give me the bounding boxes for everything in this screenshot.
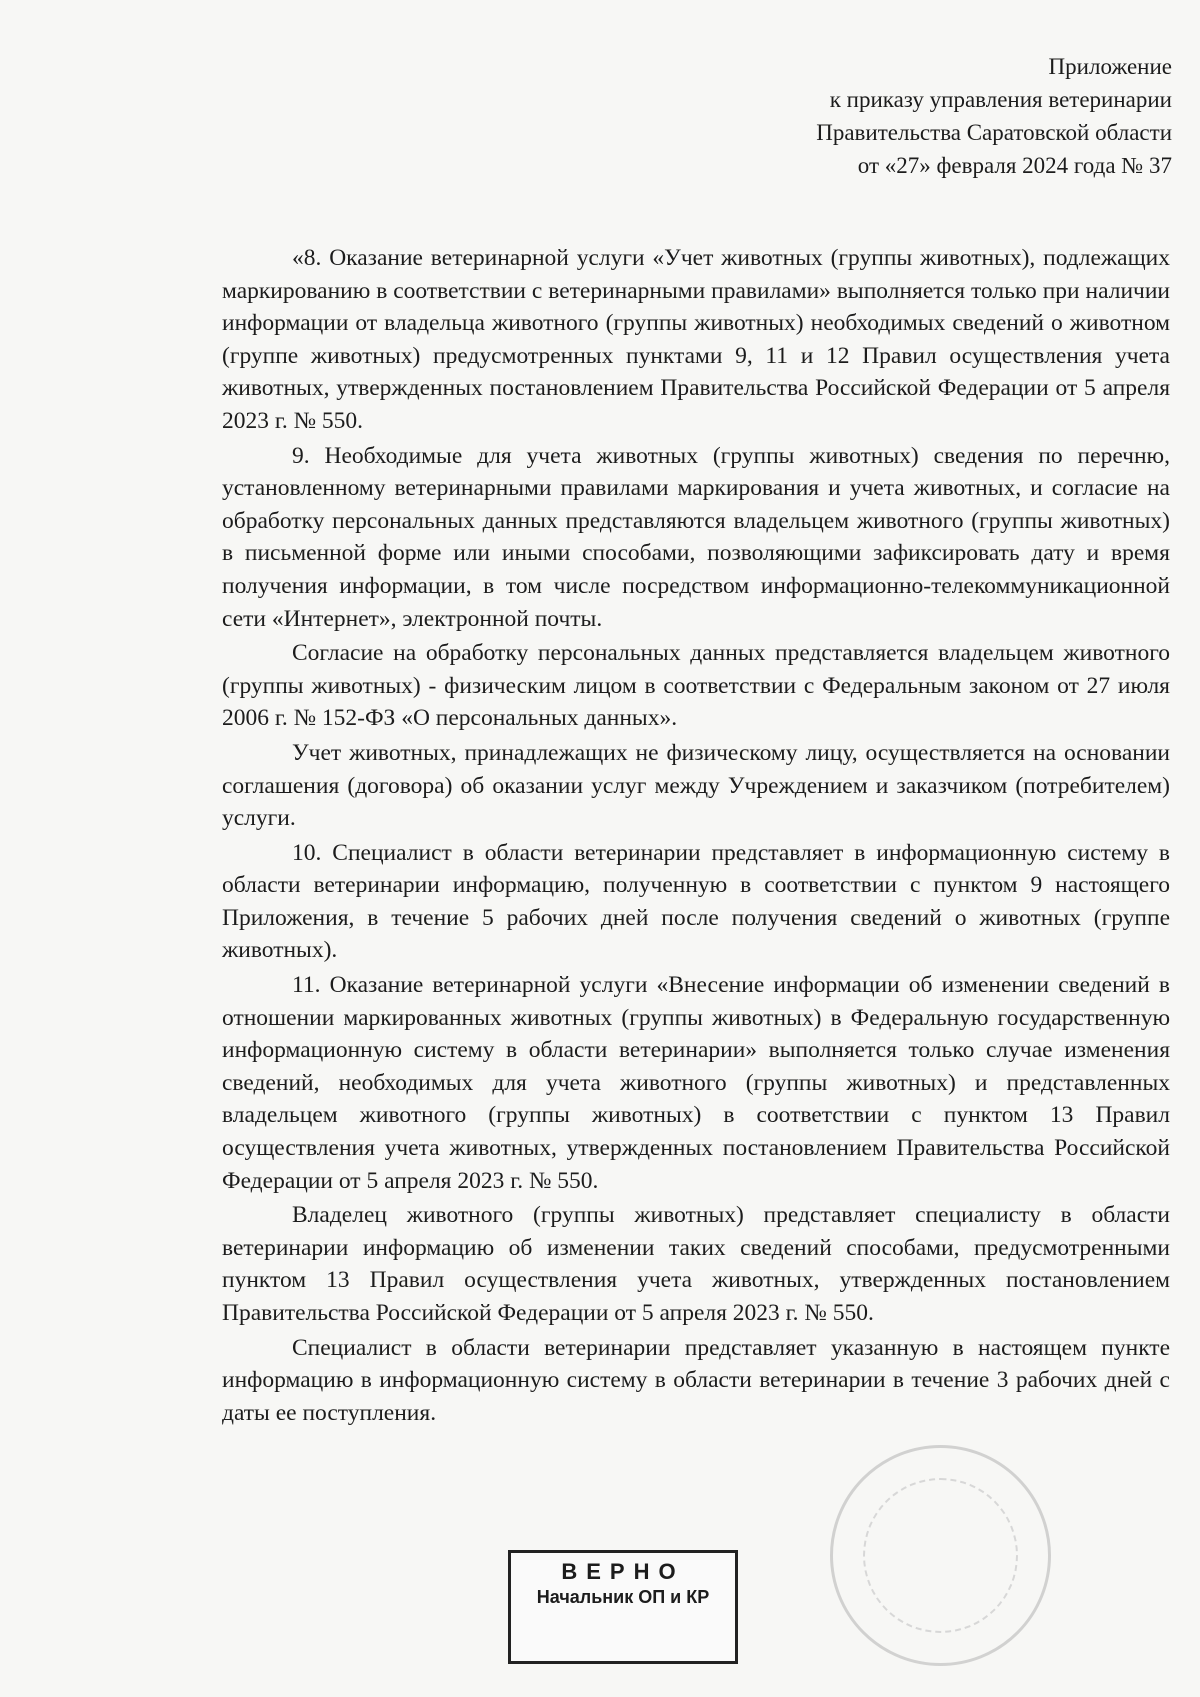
verification-stamp	[508, 1550, 738, 1664]
header-line-1: Приложение	[1048, 54, 1172, 79]
paragraph-owner-changes: Владелец животного (группы животных) представляет специалисту в области ветеринарии информацию об изменении таких сведений способами, предусмотренными пунктом 13 Правил осуществления учета животных, утвержденных постановлением Правительства Российской Федерации от 5 апреля 2023 г. № 550.	[222, 1202, 1170, 1326]
paragraph-8: «8. Оказание ветеринарной услуги «Учет животных (группы животных), подлежащих маркированию в соответствии с ветеринарными правилами» выполняется только при наличии информации от владельца животного (группы животных) необходимых сведений о животном (группе животных) предусмотренных пунктами 9, 11 и 12 Правил осуществления учета животных, утвержденных постановлением Правительства Российской Федерации от 5 апреля 2023 г. № 550.	[222, 245, 1170, 434]
header-line-3: Правительства Саратовской области	[816, 120, 1172, 145]
stamp-subtitle: Начальник ОП и КР	[536, 1587, 710, 1607]
header-line-4: от «27» февраля 2024 года № 37	[857, 153, 1172, 178]
paragraph-11: 11. Оказание ветеринарной услуги «Внесение информации об изменении сведений в отношении маркированных животных (группы животных) в Федеральную государственную информационную систему в области ветеринарии» выполняется только случае изменения сведений, необходимых для учета животного (группы животных) и представленных владельцем животного (группы животных) в соответствии с пунктом 13 Правил осуществления учета животных, утвержденных постановлением Правительства Российской Федерации от 5 апреля 2023 г. № 550.	[222, 972, 1170, 1194]
document-body	[222, 242, 1170, 1431]
paragraph-specialist-deadline: Специалист в области ветеринарии представляет указанную в настоящем пункте информацию в информационную систему в области ветеринарии в течение 3 рабочих дней с даты ее поступления.	[222, 1334, 1170, 1426]
paragraph-non-individual: Учет животных, принадлежащих не физическому лицу, осуществляется на основании соглашения (договора) об оказании услуг между Учреждением и заказчиком (потребителем) услуги.	[222, 739, 1170, 832]
header-line-2: к приказу управления ветеринарии	[829, 87, 1172, 112]
round-seal	[830, 1445, 1051, 1666]
paragraph-9: 9. Необходимые для учета животных (группы животных) сведения по перечню, установленному ветеринарными правилами маркирования и учета животных, и согласие на обработку персональных данных представляются владельцем животного (группы животных) в письменной форме или иными способами, позволяющими зафиксировать дату и время получения информации, в том числе посредством информационно-телекоммуникационной сети «Интернет», электронной почты.	[222, 442, 1170, 632]
paragraph-10: 10. Специалист в области ветеринарии представляет в информационную систему в области ветеринарии информацию, полученную в соответствии с пунктом 9 настоящего Приложения, в течение 5 рабочих дней после получения сведений о животных (группе животных).	[222, 839, 1170, 964]
paragraph-consent: Согласие на обработку персональных данных представляется владельцем животного (группы животных) - физическим лицом в соответствии с Федеральным законом от 27 июля 2006 г. № 152-ФЗ «О персональных данных».	[222, 640, 1170, 732]
stamp-title: ВЕРНО	[561, 1559, 685, 1584]
appendix-header	[816, 50, 1172, 182]
